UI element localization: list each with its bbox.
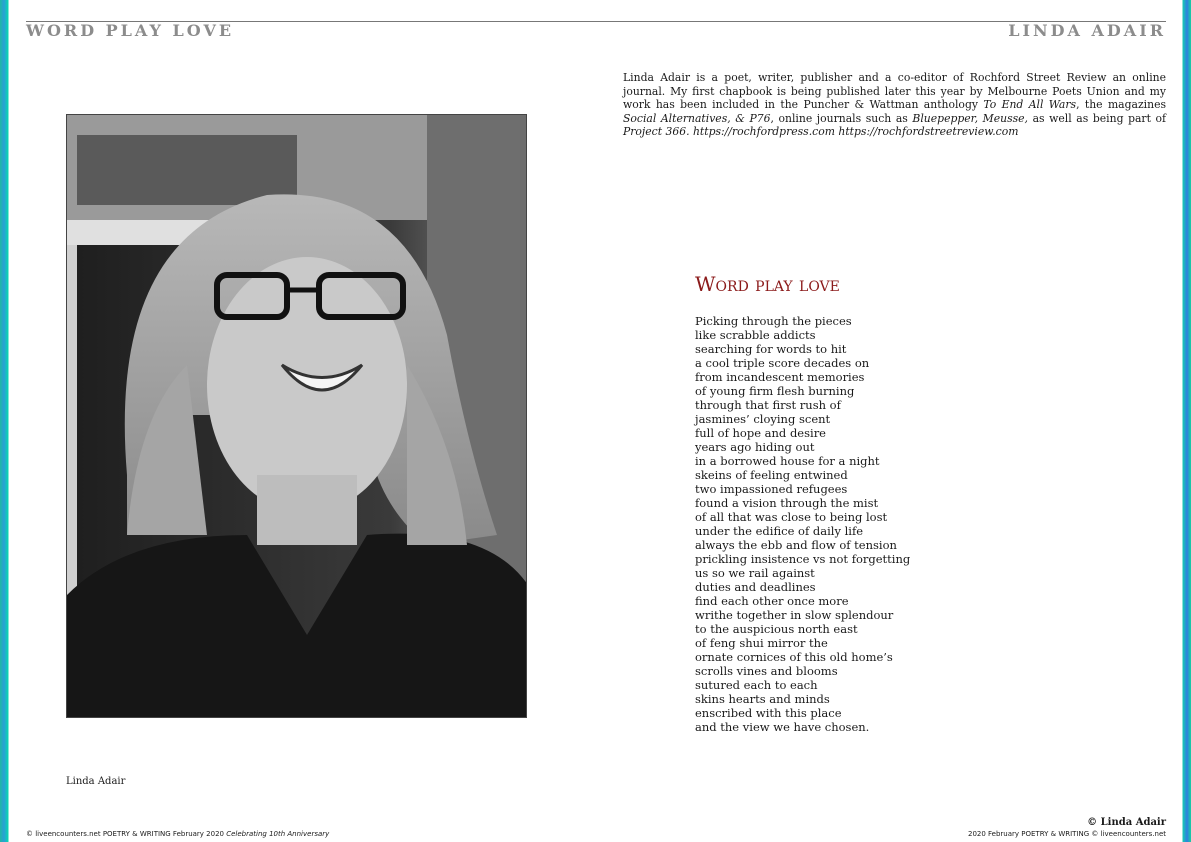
author-bio xyxy=(623,71,1166,139)
poem-line: enscribed with this place xyxy=(695,706,842,720)
poem-line: and the view we have chosen. xyxy=(695,720,870,734)
poem-line: of all that was close to being lost xyxy=(695,510,888,524)
poem-line: two impassioned refugees xyxy=(695,482,848,496)
footer-left-italic: Celebrating 10th Anniversary xyxy=(226,830,330,838)
poem-line: in a borrowed house for a night xyxy=(695,454,880,468)
poem-line: writhe together in slow splendour xyxy=(695,608,894,622)
poem-body xyxy=(695,314,910,734)
poem-line: jasmines’ cloying scent xyxy=(695,412,831,426)
poem-line: found a vision through the mist xyxy=(695,496,879,510)
poem-line: to the auspicious north east xyxy=(695,622,858,636)
poem-line: a cool triple score decades on xyxy=(695,356,870,370)
bio-italic-1: To End All Wars xyxy=(983,98,1077,111)
footer-left-text: © liveencounters.net POETRY & WRITING February 2020 xyxy=(26,830,227,838)
poem-line: always the ebb and flow of tension xyxy=(695,538,897,552)
photo-caption: Linda Adair xyxy=(66,776,126,787)
poem-line: from incandescent memories xyxy=(695,370,865,384)
magazine-page xyxy=(10,0,1182,842)
footer-right: 2020 February POETRY & WRITING © liveencounters.net xyxy=(968,830,1166,838)
copyright-notice: © Linda Adair xyxy=(1087,817,1166,828)
bio-italic-2: Social Alternatives, & P76 xyxy=(623,111,771,125)
poem-line: under the edifice of daily life xyxy=(695,524,864,538)
poem-line: skeins of feeling entwined xyxy=(695,468,848,482)
author-photo xyxy=(66,114,527,718)
poem-line: prickling insistence vs not forgetting xyxy=(695,552,911,566)
footer-left xyxy=(26,830,329,838)
poem-line: sutured each to each xyxy=(695,678,818,692)
bio-text-1: Linda Adair is a poet, writer, publisher and a co-editor of Rochford Street Review an online journal. My first chapbook is being published later this year by Melbourne Poets Union and my work has been included in the Puncher & Wattman anthology xyxy=(623,71,1166,111)
poem-title: Word play love xyxy=(695,272,840,296)
poem-line: searching for words to hit xyxy=(695,342,847,356)
bio-text-3: , online journals such as xyxy=(770,111,913,125)
bio-links: Project 366. https://rochfordpress.com https://rochfordstreetreview.com xyxy=(623,125,1019,138)
poem-line: duties and deadlines xyxy=(695,580,816,594)
poem-line: of young firm flesh burning xyxy=(695,384,855,398)
poem-line: find each other once more xyxy=(695,594,849,608)
bio-text-2: , the magazines xyxy=(1076,98,1166,111)
poem-line: of feng shui mirror the xyxy=(695,636,828,650)
poem-line: ornate cornices of this old home’s xyxy=(695,650,893,664)
poem-line: scrolls vines and blooms xyxy=(695,664,838,678)
poem-line: through that first rush of xyxy=(695,398,841,412)
poem-line: full of hope and desire xyxy=(695,426,826,440)
poem-line: like scrabble addicts xyxy=(695,328,816,342)
poem-line: skins hearts and minds xyxy=(695,692,830,706)
poem-line: us so we rail against xyxy=(695,566,815,580)
bio-text-4: as well as being part of xyxy=(1027,111,1167,125)
poem-line: Picking through the pieces xyxy=(695,314,852,328)
header-author: LINDA ADAIR xyxy=(1008,21,1166,40)
bio-italic-3: Bluepepper, Meusse, xyxy=(912,111,1028,125)
portrait-image xyxy=(67,115,527,718)
header-title: WORD PLAY LOVE xyxy=(26,21,235,40)
poem-line: years ago hiding out xyxy=(695,440,815,454)
